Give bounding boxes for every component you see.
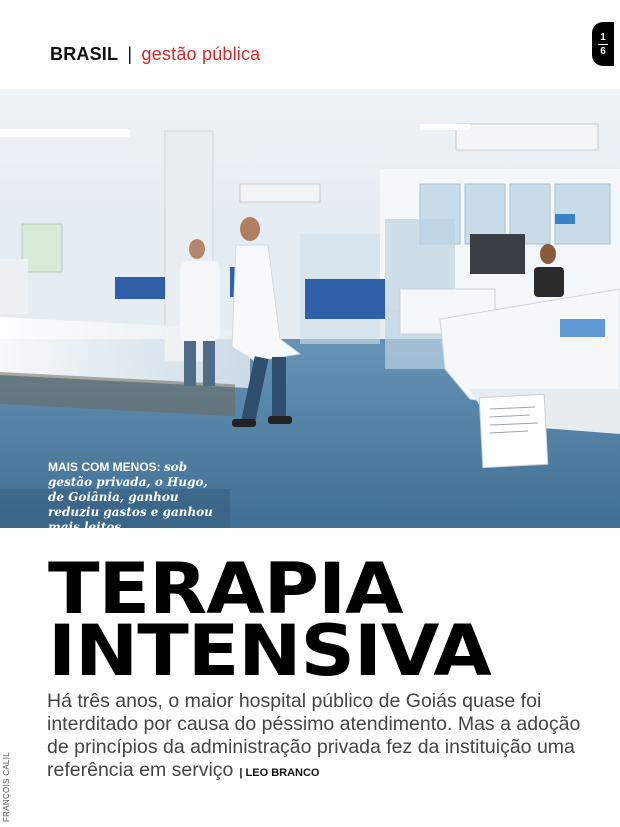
headline-line-1: TERAPIA (48, 548, 403, 630)
photo-credit: FRANÇOIS CALIL (2, 752, 11, 822)
byline: | LEO BRANCO (239, 767, 320, 779)
headline-line-2: INTENSIVA (48, 610, 491, 692)
article-deck (47, 690, 607, 785)
deck-text: Há três anos, o maior hospital público de Goiás quase foi interditado por causa do péssimo atendimento. Mas a adoção de princípios da administração privada fez da instituição uma referência em serviço (47, 690, 581, 781)
article-headline (48, 548, 491, 692)
section-topic: gestão pública (141, 44, 261, 64)
page-number-top: 1 (600, 31, 606, 43)
page-number-badge (592, 22, 614, 66)
photo-caption (48, 460, 218, 535)
section-name: BRASIL (50, 44, 119, 64)
page-number-rule (598, 44, 608, 45)
caption-text: sob gestão privada, o Hugo, de Goiânia, ganhou reduziu gastos e ganhou mais leitos (48, 460, 213, 534)
page-number-bottom: 6 (600, 45, 606, 57)
caption-label: MAIS COM MENOS: (48, 460, 161, 474)
section-separator: | (127, 44, 133, 64)
section-header (50, 44, 260, 65)
